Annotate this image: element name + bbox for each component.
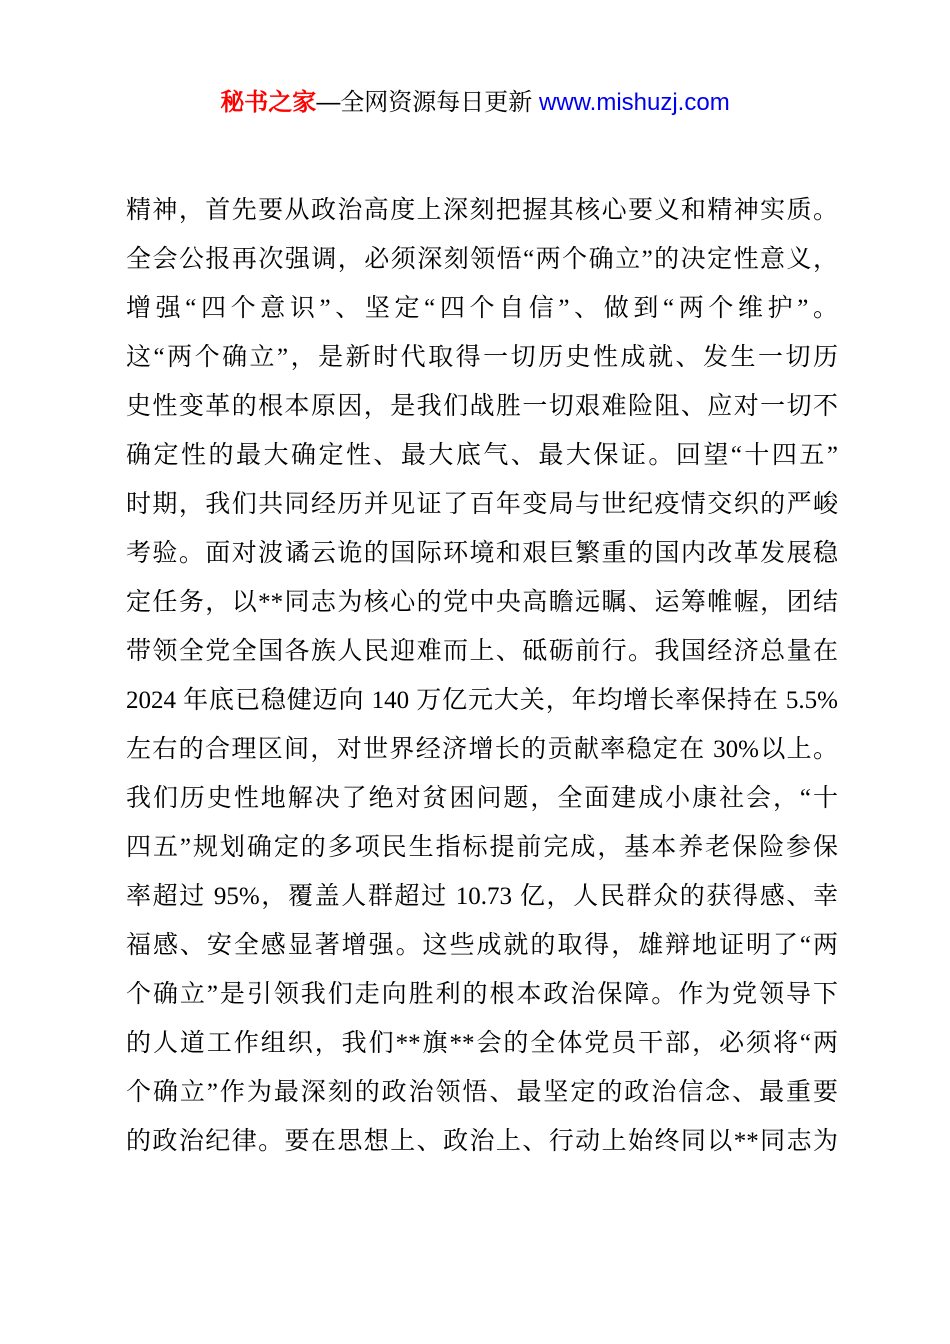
text-line: 的政治纪律。要在思想上、政治上、行动上始终同以**同志为: [126, 1128, 838, 1155]
text-line: 福感、安全感显著增强。这些成就的取得，雄辩地证明了“两: [126, 932, 838, 959]
text-line: 个确立”是引领我们走向胜利的根本政治保障。作为党领导下: [126, 981, 838, 1008]
text-line: 这“两个确立”，是新时代取得一切历史性成就、发生一切历: [126, 344, 838, 371]
text-line: 带领全党全国各族人民迎难而上、砥砺前行。我国经济总量在: [126, 638, 838, 665]
text-line: 时期，我们共同经历并见证了百年变局与世纪疫情交织的严峻: [126, 491, 838, 518]
text-line: 个确立”作为最深刻的政治领悟、最坚定的政治信念、最重要: [126, 1079, 838, 1106]
text-line: 我们历史性地解决了绝对贫困问题，全面建成小康社会，“十: [126, 785, 838, 812]
text-line: 考验。面对波谲云诡的国际环境和艰巨繁重的国内改革发展稳: [126, 540, 838, 567]
text-line: 定任务，以**同志为核心的党中央高瞻远瞩、运筹帷幄，团结: [126, 589, 838, 616]
site-tagline: —全网资源每日更新: [316, 89, 539, 116]
site-url-link[interactable]: www.mishuzj.com: [538, 89, 730, 116]
page-header: [0, 84, 950, 122]
text-line: 精神，首先要从政治高度上深刻把握其核心要义和精神实质。: [126, 197, 838, 224]
text-line: 2024 年底已稳健迈向 140 万亿元大关，年均增长率保持在 5.5%: [126, 687, 838, 714]
text-line: 全会公报再次强调，必须深刻领悟“两个确立”的决定性意义，: [126, 246, 838, 273]
site-name: 秘书之家: [220, 89, 317, 116]
text-line: 增强“四个意识”、坚定“四个自信”、做到“两个维护”。: [126, 295, 838, 322]
document-body-paragraph: [126, 186, 838, 1166]
text-line: 左右的合理区间，对世界经济增长的贡献率稳定在 30%以上。: [126, 736, 838, 763]
text-line: 四五”规划确定的多项民生指标提前完成，基本养老保险参保: [126, 834, 838, 861]
text-line: 确定性的最大确定性、最大底气、最大保证。回望“十四五”: [126, 442, 838, 469]
text-line: 率超过 95%，覆盖人群超过 10.73 亿，人民群众的获得感、幸: [126, 883, 838, 910]
text-line: 的人道工作组织，我们**旗**会的全体党员干部，必须将“两: [126, 1030, 838, 1057]
text-line: 史性变革的根本原因，是我们战胜一切艰难险阻、应对一切不: [126, 393, 838, 420]
